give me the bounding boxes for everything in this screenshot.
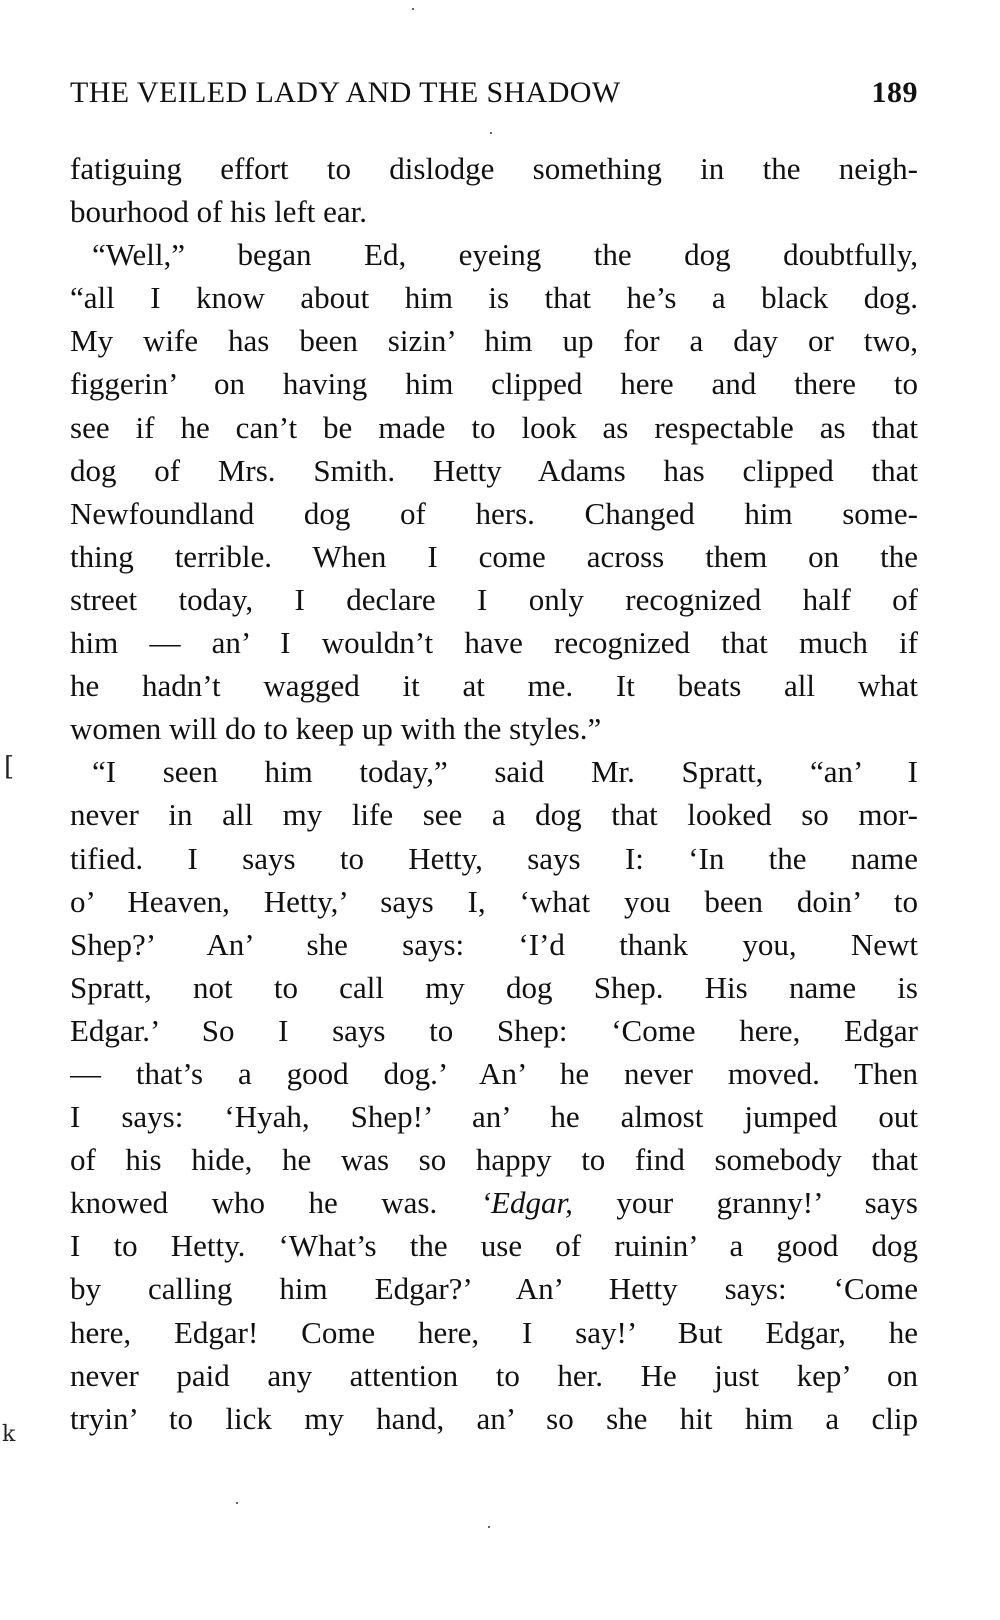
text-line	[70, 707, 918, 750]
text-line	[70, 1311, 918, 1354]
body-text	[70, 147, 918, 1440]
scan-speck	[490, 132, 492, 134]
line-text: bourhood of his left ear.	[70, 194, 368, 230]
page-number: 189	[871, 76, 918, 109]
text-line	[70, 449, 918, 492]
text-line	[70, 1397, 918, 1440]
line-text: My wife has been sizin’ him up for a day or two,	[70, 323, 918, 359]
text-line	[70, 233, 918, 276]
line-text: here, Edgar! Come here, I say!’ But Edgar, he	[70, 1314, 918, 1350]
line-text: dog of Mrs. Smith. Hetty Adams has clipped that	[70, 452, 918, 488]
line-text: Spratt, not to call my dog Shep. His name is	[70, 969, 918, 1005]
text-line	[70, 1009, 918, 1052]
text-line	[70, 923, 918, 966]
line-text: street today, I declare I only recognized half of	[70, 581, 918, 617]
text-line	[70, 1095, 918, 1138]
text-line	[70, 190, 918, 233]
line-text: knowed who he was.	[70, 1185, 481, 1221]
text-line	[70, 276, 918, 319]
line-text: “I seen him today,” said Mr. Spratt, “an’ I	[92, 754, 918, 790]
running-head	[70, 76, 918, 110]
line-text-continued: your granny!’ says	[572, 1185, 918, 1221]
text-line	[70, 880, 918, 923]
line-text: never paid any attention to her. He just kep’ on	[70, 1357, 918, 1393]
line-text: thing terrible. When I come across them on the	[70, 538, 918, 574]
margin-mark: k	[2, 1422, 16, 1447]
line-text: I says: ‘Hyah, Shep!’ an’ he almost jumped out	[70, 1099, 918, 1135]
line-text: fatiguing effort to dislodge something in the neigh-	[70, 151, 918, 186]
text-line	[70, 664, 918, 707]
line-text: — that’s a good dog.’ An’ he never moved. Then	[70, 1055, 918, 1091]
line-italic-text: ‘Edgar,	[480, 1185, 573, 1221]
running-title: THE VEILED LADY AND THE SHADOW	[70, 76, 621, 109]
text-line	[70, 1138, 918, 1181]
text-line	[70, 578, 918, 621]
text-line	[70, 1224, 918, 1267]
scan-speck	[488, 1526, 490, 1528]
text-line	[70, 492, 918, 535]
line-text: Shep?’ An’ she says: ‘I’d thank you, Newt	[70, 926, 918, 962]
text-line	[70, 1181, 918, 1224]
line-text: see if he can’t be made to look as respectable as that	[70, 409, 918, 445]
text-line	[70, 362, 918, 405]
text-line	[70, 621, 918, 664]
line-text: never in all my life see a dog that looked so mor-	[70, 797, 918, 833]
line-text: figgerin’ on having him clipped here and there to	[70, 366, 918, 402]
line-text: by calling him Edgar?’ An’ Hetty says: ‘Come	[70, 1271, 918, 1307]
line-text: he hadn’t wagged it at me. It beats all what	[70, 668, 918, 704]
line-text: I to Hetty. ‘What’s the use of ruinin’ a good dog	[70, 1228, 918, 1264]
text-line	[70, 750, 918, 793]
scan-speck	[236, 1502, 238, 1504]
text-line	[70, 1052, 918, 1095]
text-line	[70, 535, 918, 578]
line-text: o’ Heaven, Hetty,’ says I, ‘what you been doin’ to	[70, 883, 918, 919]
scan-speck	[412, 8, 414, 10]
line-text: him — an’ I wouldn’t have recognized that much if	[70, 625, 918, 661]
line-text: tified. I says to Hetty, says I: ‘In the name	[70, 840, 918, 876]
line-text: “Well,” began Ed, eyeing the dog doubtfully,	[92, 237, 918, 273]
text-line	[70, 1267, 918, 1310]
line-text: Edgar.’ So I says to Shep: ‘Come here, Edgar	[70, 1012, 918, 1048]
line-text: tryin’ to lick my hand, an’ so she hit him a clip	[70, 1400, 918, 1436]
margin-mark: [	[4, 752, 15, 782]
text-line	[70, 793, 918, 836]
line-text: of his hide, he was so happy to find somebody that	[70, 1142, 918, 1178]
text-line	[70, 1354, 918, 1397]
line-text: Newfoundland dog of hers. Changed him some-	[70, 495, 918, 531]
text-line	[70, 837, 918, 880]
text-line	[70, 147, 918, 190]
text-line	[70, 406, 918, 449]
text-line	[70, 966, 918, 1009]
line-text: women will do to keep up with the styles.”	[70, 711, 602, 747]
text-line	[70, 319, 918, 362]
line-text: “all I know about him is that he’s a black dog.	[70, 280, 918, 316]
